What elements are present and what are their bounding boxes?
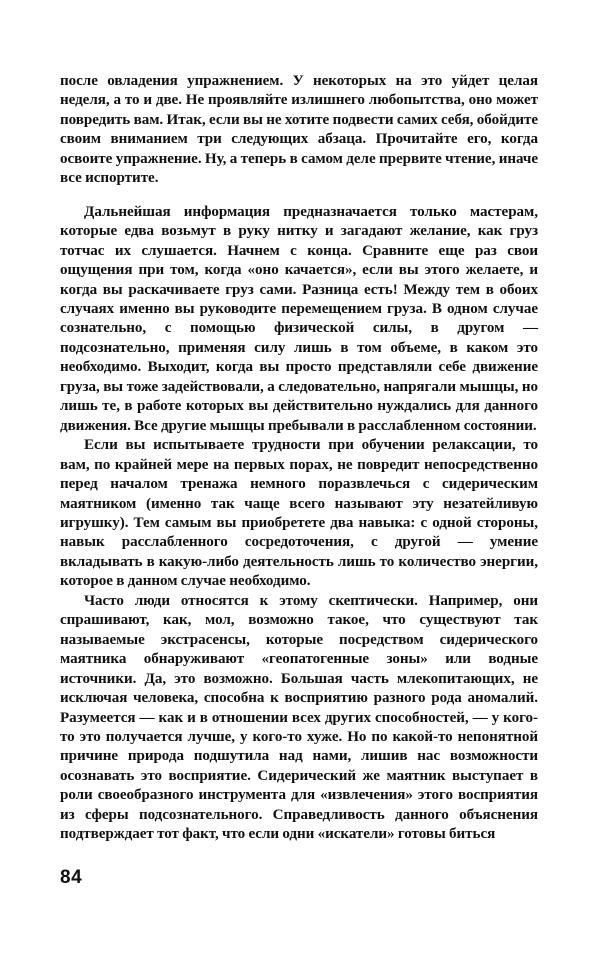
paragraph-2: Дальнейшая информация предназначается только мастерам, которые едва возьмут в руку нитку и загадают желание, как груз тотчас их слушается. Начнем с конца. Сравните еще раз свои ощущения при том, когда «оно качается», если вы этого желаете, и когда вы раскачиваете груз сами. Разница есть! Между тем в обоих случаях именно вы руководите перемещением груза. В одном случае сознательно, с помощью физической силы, в другом — подсознательно, применяя силу лишь в том объеме, в каком это необходимо. Выходит, когда вы просто представляли себе движение груза, вы тоже задействовали, а следовательно, напрягали мышцы, но лишь те, в работе которых вы действительно нуждались для данного движения. Все другие мышцы пребывали в расслабленном состоянии. (60, 203, 538, 434)
paragraph-4: Часто люди относятся к этому скептически. Например, они спрашивают, как, мол, возможно такое, что существуют так называемые экстрасенсы, которые посредством сидерического маятника обнаруживают «геопатогенные зоны» или водные источники. Да, это возможно. Большая часть млекопитающих, не исключая человека, способна к восприятию разного рода аномалий. Разумеется — как и в отношении всех других способностей, — у кого-то это получается лучше, у кого-то хуже. Но по какой-то непонятной причине природа подшутила над нами, лишив нас возможности осознавать это восприятие. Сидерический же маятник выступает в роли своеобразного инструмента для «извлечения» этого восприятия из сферы подсознательного. Справедливость данного объяснения подтверждает тот факт, что если одни «искатели» готовы биться (60, 592, 538, 843)
book-page (60, 72, 538, 845)
page-number: 84 (60, 867, 83, 888)
paragraph-3: Если вы испытываете трудности при обучении релаксации, то вам, по крайней мере на первых порах, не повредит непосредственно перед началом тренажа немного поразвлечься с сидерическим маятником (именно так чаще всего называют эту незатейливую игрушку). Тем самым вы приобретете два навыка: с одной стороны, навык расслабленного сосредоточения, с другой — умение вкладывать в какую-либо деятельность лишь то количество энергии, которое в данном случае необходимо. (60, 437, 538, 590)
paragraph-1: после овладения упражнением. У некоторых на это уйдет целая неделя, а то и две. Не проявляйте излишнего любопытства, оно может повредить вам. Итак, если вы не хотите подвести самих себя, обойдите своим вниманием три следующих абзаца. Прочитайте его, когда освоите упражнение. Ну, а теперь в самом деле прервите чтение, иначе все испортите. (60, 73, 538, 187)
